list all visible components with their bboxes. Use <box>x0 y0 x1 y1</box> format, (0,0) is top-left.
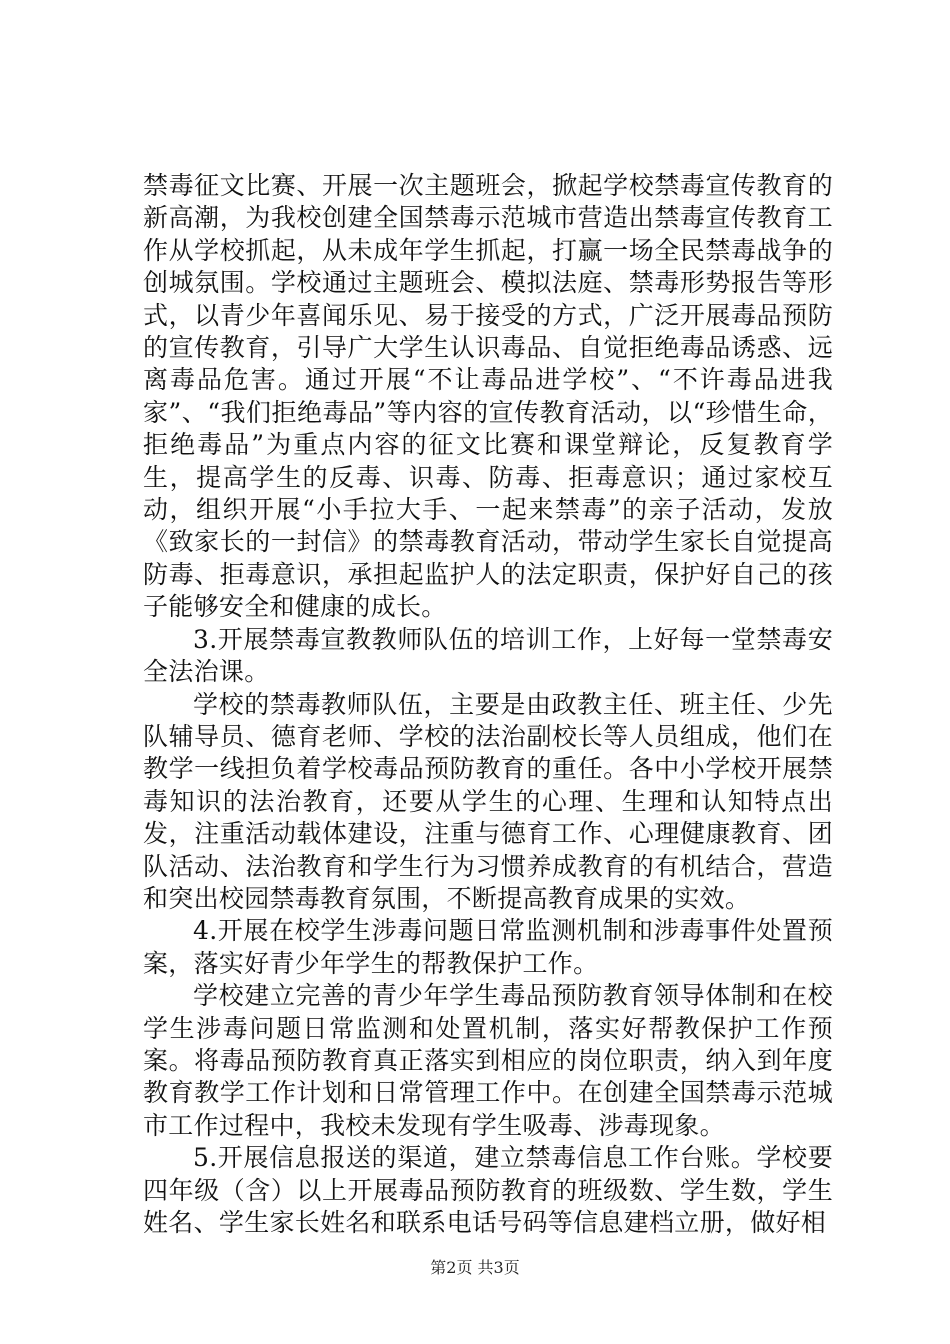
heading-item-4: 4.开展在校学生涉毒问题日常监测机制和涉毒事件处置预案，落实好青少年学生的帮教保护工作。 <box>143 916 833 978</box>
page-footer: 第2页 共3页 <box>430 1258 520 1277</box>
heading-item-3: 3.开展禁毒宣教教师队伍的培训工作，上好每一堂禁毒安全法治课。 <box>143 624 833 687</box>
paragraph-monitoring: 学校建立完善的青少年学生毒品预防教育领导体制和在校学生涉毒问题日常监测和处置机制，落实好帮教保护工作预案。将毒品预防教育真正落实到相应的岗位职责，纳入到年度教育教学工作计划和日常管理工作中。在创建全国禁毒示范城市工作过程中，我校未发现有学生吸毒、涉毒现象。 <box>143 981 833 1140</box>
paragraph-continuation: 禁毒征文比赛、开展一次主题班会，掀起学校禁毒宣传教育的新高潮，为我校创建全国禁毒示范城市营造出禁毒宣传教育工作从学校抓起，从未成年学生抓起，打赢一场全民禁毒战争的创城氛围。学校通过主题班会、模拟法庭、禁毒形势报告等形式，以青少年喜闻乐见、易于接受的方式，广泛开展毒品预防的宣传教育，引导广大学生认识毒品、自觉拒绝毒品诱惑、远离毒品危害。通过开展“不让毒品进学校”、“不许毒品进我家”、“我们拒绝毒品”等内容的宣传教育活动，以“珍惜生命，拒绝毒品”为重点内容的征文比赛和课堂辩论，反复教育学生，提高学生的反毒、识毒、防毒、拒毒意识；通过家校互动，组织开展“小手拉大手、一起来禁毒”的亲子活动，发放《致家长的一封信》的禁毒教育活动，带动学生家长自觉提高防毒、拒毒意识，承担起监护人的法定职责，保护好自己的孩子能够安全和健康的成长。 <box>143 171 833 622</box>
paragraph-teacher-team: 学校的禁毒教师队伍，主要是由政教主任、班主任、少先队辅导员、德育老师、学校的法治副校长等人员组成，他们在教学一线担负着学校毒品预防教育的重任。各中小学校开展禁毒知识的法治教育，还要从学生的心理、生理和认知特点出发，注重活动载体建设，注重与德育工作、心理健康教育、团队活动、法治教育和学生行为习惯养成教育的有机结合，营造和突出校园禁毒教育氛围，不断提高教育成果的实效。 <box>143 689 833 913</box>
heading-item-5: 5.开展信息报送的渠道，建立禁毒信息工作台账。学校要四年级（含）以上开展毒品预防教育的班级数、学生数，学生姓名、学生家长姓名和联系电话号码等信息建档立册，做好相 <box>143 1143 833 1237</box>
document-body <box>143 170 833 1239</box>
